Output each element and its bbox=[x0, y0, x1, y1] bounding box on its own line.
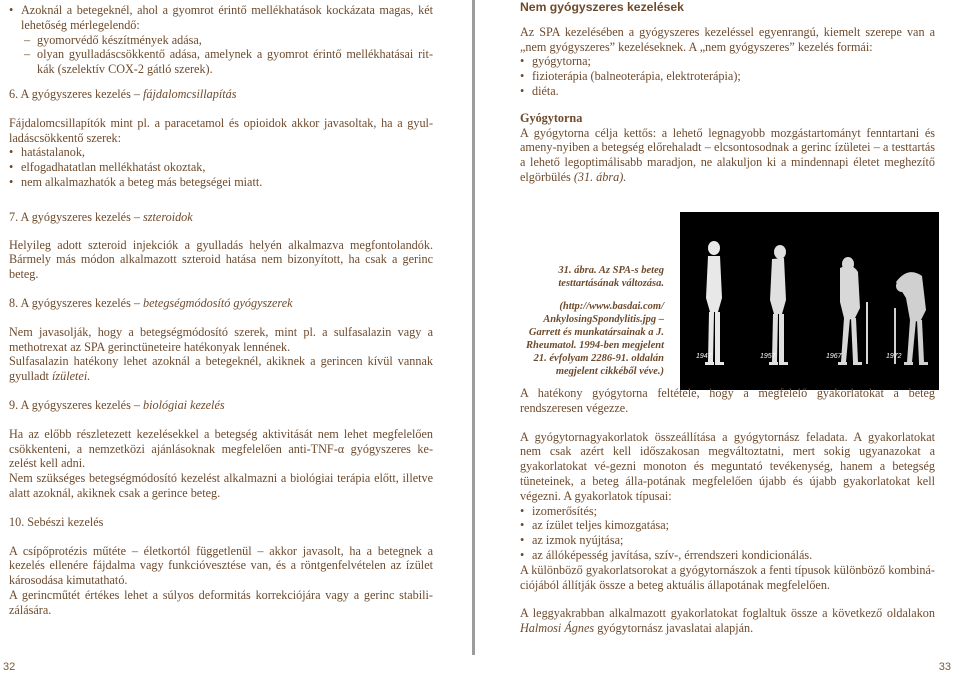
paragraph: A különböző gyakorlatsorokat a gyógytornászok a fenti típusok különböző kombiná-ciójából állítják össze a beteg aktuális állapotának megfelelően. bbox=[520, 562, 935, 592]
section-subtitle: szteroidok bbox=[143, 209, 193, 224]
intro-subitem: – olyan gyulladáscsökkentő adása, amelynek a gyomrot érintő mellékhatásai rit-kák (szelektív COX-2 gátló szerek). bbox=[21, 47, 433, 77]
intro-list bbox=[9, 3, 433, 77]
left-page bbox=[0, 0, 478, 673]
bullet-list bbox=[520, 54, 935, 98]
figure-caption bbox=[524, 264, 664, 378]
intro-item: • Azoknál a betegeknél, ahol a gyomrot érintő mellékhatások kockázata magas, két lehetőség mérlegelendő: – gyomorvédő készítmények adása, – olyan gyulladáscsökkentő adása, amelynek a gyomrot érintő mellékhatásai rit-kák (szelektív COX-2 gátló szerek). bbox=[9, 3, 433, 77]
section-subtitle: fájdalomcsillapítás bbox=[143, 86, 237, 101]
section-title: A gyógyszeres kezelés – bbox=[20, 295, 140, 310]
paragraph: Az SPA kezelésében a gyógyszeres kezeléssel egyenrangú, kiemelt szerepe van a „nem gyógyszeres” kezeléseknek. A „nem gyógyszeres” kezelés formái: bbox=[520, 24, 935, 54]
section-7-paragraph: Helyileg adott szteroid injekciók a gyulladás helyén alkalmazva megfontolandók. Bármely más módon alkalmazott szteroid hatása nem bizonyított, ha csak a gerinc beteg. bbox=[9, 237, 433, 282]
section-title: A gyógyszeres kezelés – bbox=[20, 86, 140, 101]
section-9-paragraph: Nem szükséges betegségmódosító kezelést alkalmazni a biológiai terápia előtt, illetve alatt azoknál, akiknek csak a gerince beteg. bbox=[9, 471, 433, 500]
right-column-bottom bbox=[520, 386, 935, 636]
section-10-paragraph: A gerincműtét értékes lehet a súlyos deformitás korrekciójára vagy a gerinc stabili-zálására. bbox=[9, 587, 433, 617]
section-7-heading bbox=[9, 210, 433, 225]
list-item: • elfogadhatatlan mellékhatást okoztak, bbox=[9, 160, 433, 175]
section-6-paragraph: Fájdalomcsillapítók mint pl. a paracetamol és opioidok akkor javasoltak, ha a gyul-ladáscsökkentő szerek: bbox=[9, 115, 433, 145]
list-item: • az izmok nyújtása; bbox=[520, 533, 935, 548]
list-item: • diéta. bbox=[520, 84, 935, 99]
right-column-top bbox=[520, 0, 935, 185]
figure-title: 31. ábra. Az SPA-s beteg testtartásának változása. bbox=[558, 265, 664, 289]
year-label: 1967 bbox=[826, 353, 842, 360]
section-number: 9. bbox=[9, 397, 19, 412]
figure-source: (http://www.basdai.com/ AnkylosingSpondylitis.jpg – Garrett és munkatársainak a J. Rheumatol. 1994-ben megjelent 21. évfolyam 2286-91. oldalán megjelent cikkéből véve.) bbox=[526, 301, 664, 377]
section-8-paragraph: Sulfasalazin hatékony lehet azoknál a betegeknél, akiknek a gerincen kívül vannak gyulladt ízületei. bbox=[9, 354, 433, 384]
list-item: • hatástalanok, bbox=[9, 145, 433, 160]
section-10-heading bbox=[9, 515, 433, 530]
subsection-heading: Gyógytorna bbox=[520, 110, 583, 125]
section-8-heading bbox=[9, 296, 433, 311]
section-subtitle: betegségmódosító gyógyszerek bbox=[143, 295, 293, 310]
year-label: 1972 bbox=[886, 353, 902, 360]
section-number: 7. bbox=[9, 209, 19, 224]
section-6-list bbox=[9, 145, 433, 189]
list-item: • az ízület teljes kimozgatása; bbox=[520, 518, 935, 533]
page-divider bbox=[472, 0, 475, 655]
paragraph: A hatékony gyógytorna feltétele, hogy a megfelelő gyakorlatokat a beteg rendszeresen végezze. bbox=[520, 386, 935, 415]
section-10-paragraph: A csípőprotézis műtéte – életkortól függetlenül – akkor javasolt, ha a betegnek a kezelés ellenére fájdalma vagy funkcióvesztése van, és a röntgenfelvételen az ízület károsodása kimutatható. bbox=[9, 543, 433, 588]
list-item: • izomerősítés; bbox=[520, 504, 935, 519]
year-label: 1947 bbox=[696, 353, 712, 360]
section-8-paragraph: Nem javasolják, hogy a betegségmódosító szerek, mint pl. a sulfasalazin vagy a methotrexat az SPA gerinctüneteire hatékonyak lennének. bbox=[9, 324, 433, 354]
list-item: • az állóképesség javítása, szív-, érrendszeri kondicionálás. bbox=[520, 548, 935, 563]
section-title: A gyógyszeres kezelés – bbox=[20, 209, 140, 224]
list-item: • gyógytorna; bbox=[520, 54, 935, 69]
intro-sublist bbox=[21, 33, 433, 77]
paragraph: A gyógytornagyakorlatok összeállítása a gyógytornász feladata. A gyakorlatokat nem csak azért kell időszakosan megváltoztatni, mert sokig ugyanazokat a gyakorlatokat vé-gezni monoton és meguntató tevékenység, hanem a betegség tüneteinek, a beteg álla-potának megfelelően újabb és újabb gyakorlatokat kell végezni. A gyakorlatok típusai: bbox=[520, 429, 935, 503]
section-title: A gyógyszeres kezelés – bbox=[20, 397, 140, 412]
figure-31 bbox=[524, 212, 939, 390]
paragraph: A gyógytorna célja kettős: a lehető legnagyobb mozgástartományt fenntartani és ameny-nyiben a betegség előrehaladt – elcsontosodnak a gerinc ízületei – a testtartás a lehető legoptimálisabb maradjon, ne alakuljon ki a mindennapi életet meghezítő elgörbülés (31. ábra). bbox=[520, 125, 935, 184]
exercise-type-list bbox=[520, 504, 935, 563]
intro-subitem: – gyomorvédő készítmények adása, bbox=[21, 33, 433, 48]
posture-illustration bbox=[680, 212, 939, 390]
section-9-paragraph: Ha az előbb részletezett kezelésekkel a betegség aktivitását nem lehet megfelelően csökkenteni, a nemzetközi ajánlásoknak megfelelően anti-TNF-α gyógyszeres ke-zelést kell adni. bbox=[9, 426, 433, 471]
year-label: 1957 bbox=[760, 353, 776, 360]
right-page bbox=[480, 0, 959, 673]
list-item: • nem alkalmazhatók a beteg más betegségei miatt. bbox=[9, 175, 433, 190]
section-number: 6. bbox=[9, 86, 19, 101]
section-9-heading bbox=[9, 398, 433, 413]
section-6-heading bbox=[9, 87, 433, 102]
section-title: Sebészi kezelés bbox=[27, 514, 104, 529]
left-column bbox=[9, 3, 433, 618]
section-heading: Nem gyógyszeres kezelések bbox=[520, 0, 684, 14]
section-number: 8. bbox=[9, 295, 19, 310]
section-subtitle: biológiai kezelés bbox=[143, 397, 225, 412]
section-number: 10. bbox=[9, 514, 25, 529]
page-number: 32 bbox=[3, 661, 16, 673]
posture-photo bbox=[680, 212, 939, 390]
author-name: Halmosi Ágnes bbox=[520, 621, 595, 636]
list-item: • fizioterápia (balneoterápia, elektroterápia); bbox=[520, 69, 935, 84]
paragraph: A leggyakrabban alkalmazott gyakorlatokat foglaltuk össze a következő oldalakon Halmosi Ágnes gyógytornász javaslatai alapján. bbox=[520, 606, 935, 636]
figure-reference: (31. ábra). bbox=[573, 169, 627, 184]
page-number: 33 bbox=[938, 661, 951, 673]
